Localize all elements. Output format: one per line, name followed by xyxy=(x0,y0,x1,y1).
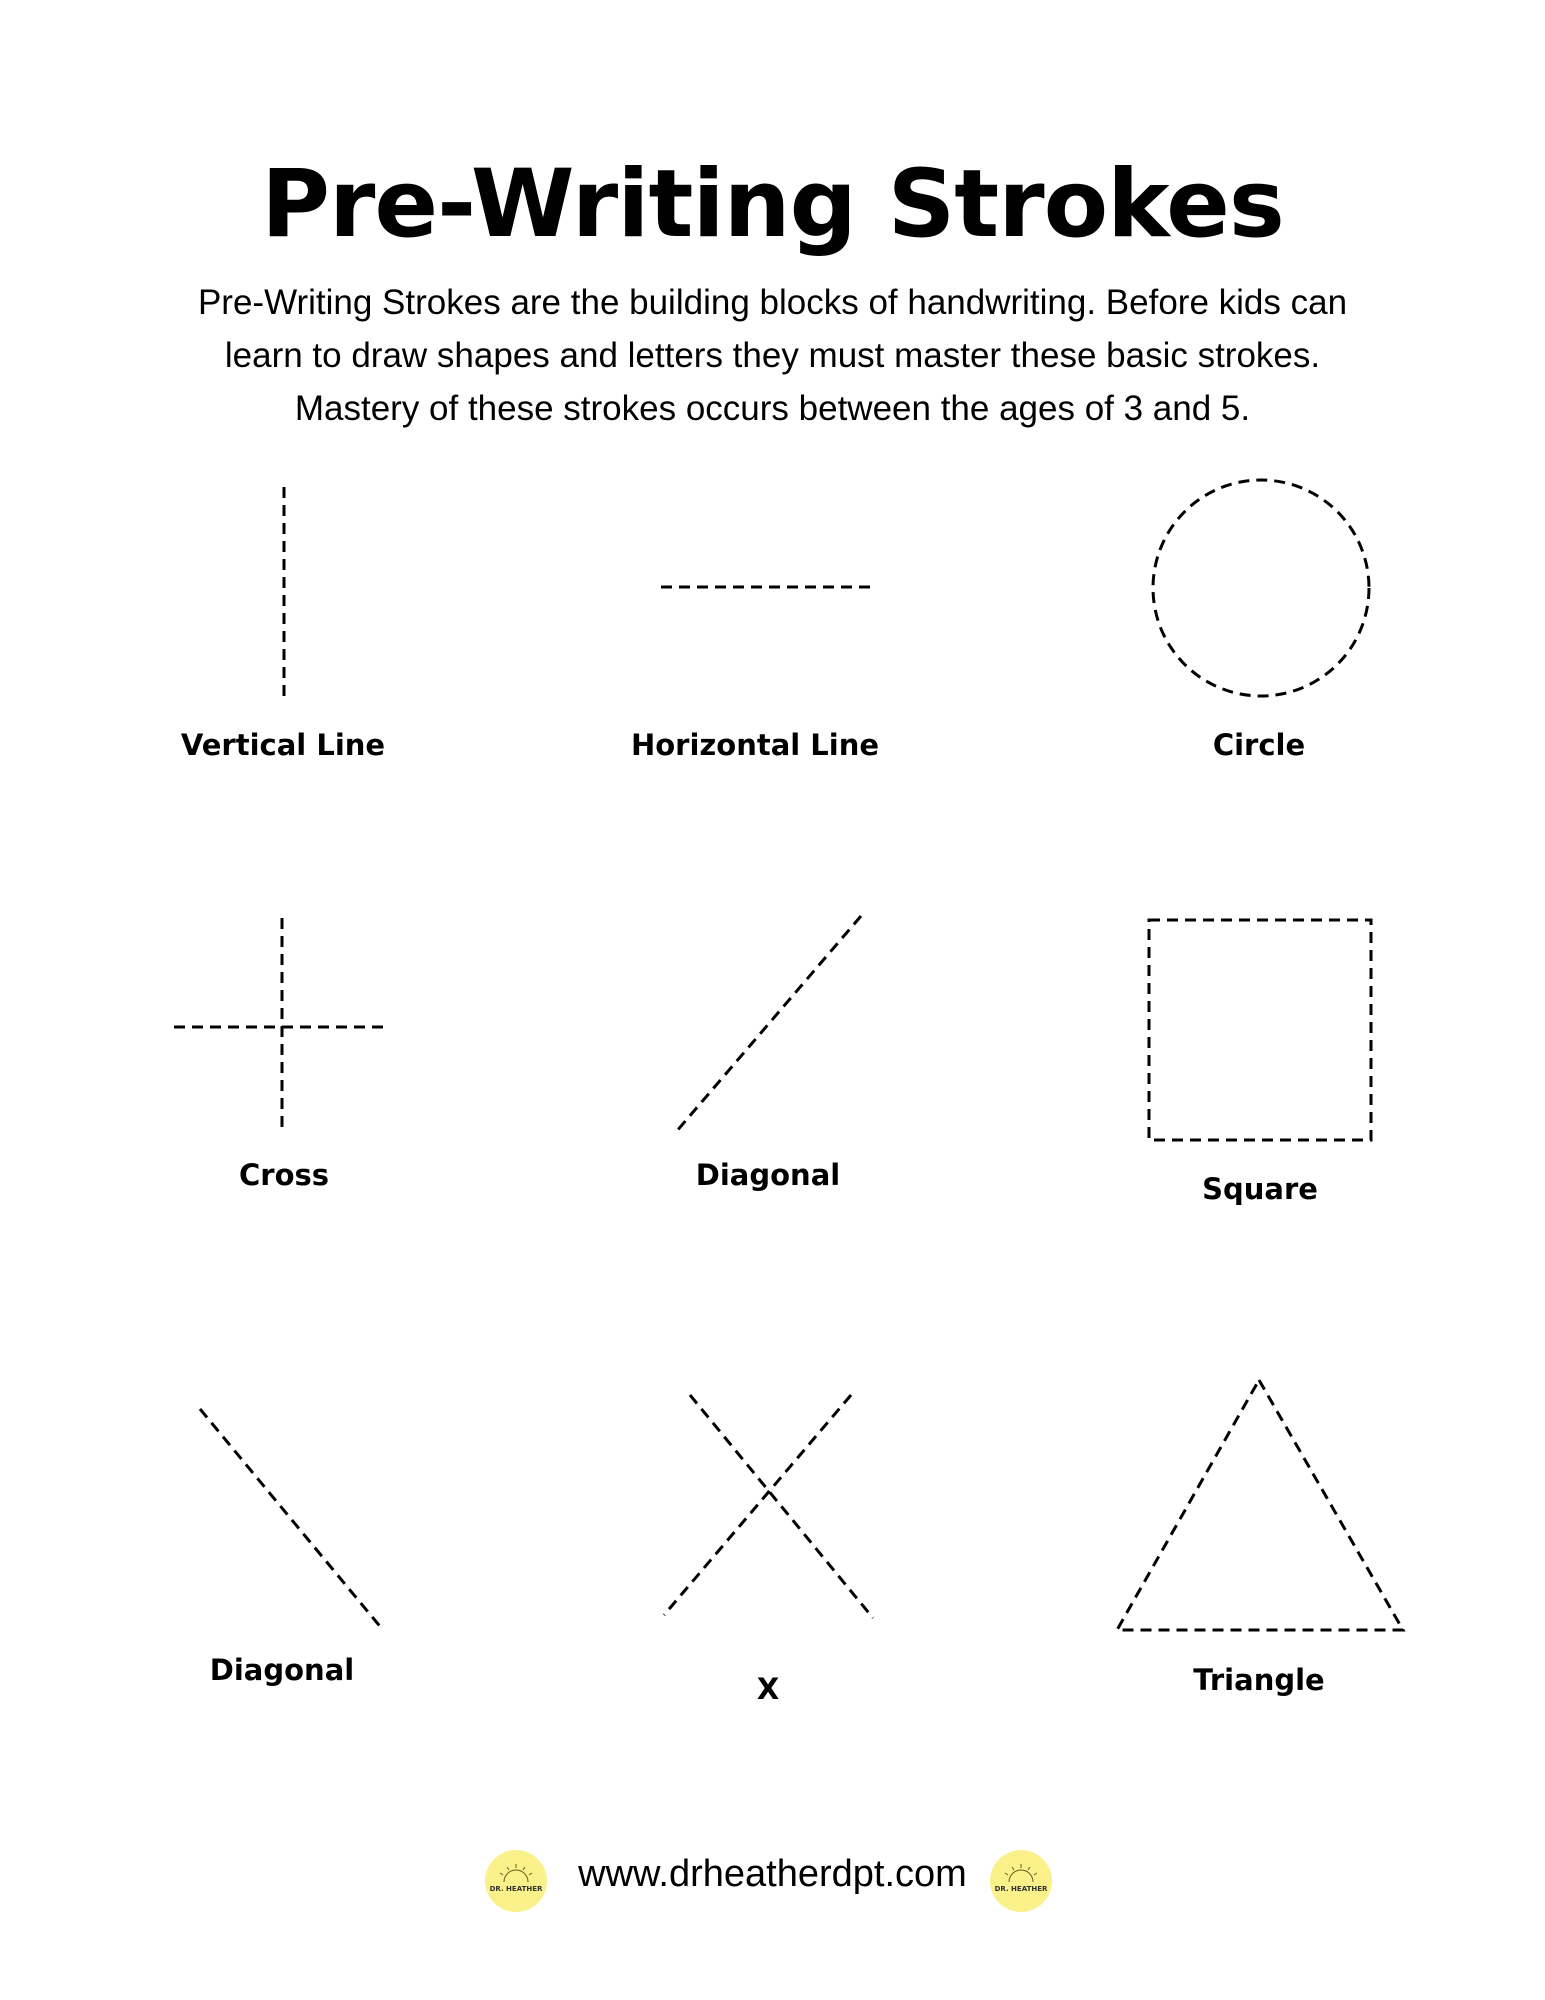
sun-icon xyxy=(990,1850,1052,1912)
diagonal-line-icon xyxy=(676,916,861,1132)
stroke-label: Square xyxy=(1202,1172,1318,1206)
square-icon xyxy=(1149,920,1371,1140)
stroke-label: Diagonal xyxy=(695,1158,841,1192)
stroke-label: Cross xyxy=(238,1158,330,1192)
logo-text: DR. HEATHER xyxy=(994,1885,1048,1893)
x-icon xyxy=(664,1395,873,1618)
stroke-label: Horizontal Line xyxy=(630,728,880,762)
intro-line: learn to draw shapes and letters they must master these basic strokes. xyxy=(224,336,1321,375)
stroke-label: X xyxy=(756,1672,780,1706)
cross-icon xyxy=(174,918,390,1133)
intro-line: Mastery of these strokes occurs between the ages of 3 and 5. xyxy=(294,389,1251,428)
dr-heather-logo xyxy=(990,1850,1052,1912)
stroke-label: Diagonal xyxy=(209,1653,355,1687)
triangle-icon xyxy=(1117,1380,1403,1630)
intro-line: Pre-Writing Strokes are the building blocks of handwriting. Before kids can xyxy=(197,283,1348,322)
stroke-label: Vertical Line xyxy=(180,728,386,762)
stroke-label: Circle xyxy=(1212,728,1306,762)
page-title: Pre-Writing Strokes xyxy=(261,150,1284,259)
diagonal-line-icon xyxy=(200,1409,383,1630)
website-url[interactable]: www.drheatherdpt.com xyxy=(578,1853,967,1895)
circle-icon xyxy=(1153,480,1369,696)
logo-text: DR. HEATHER xyxy=(489,1885,543,1893)
stroke-label: Triangle xyxy=(1193,1663,1325,1697)
